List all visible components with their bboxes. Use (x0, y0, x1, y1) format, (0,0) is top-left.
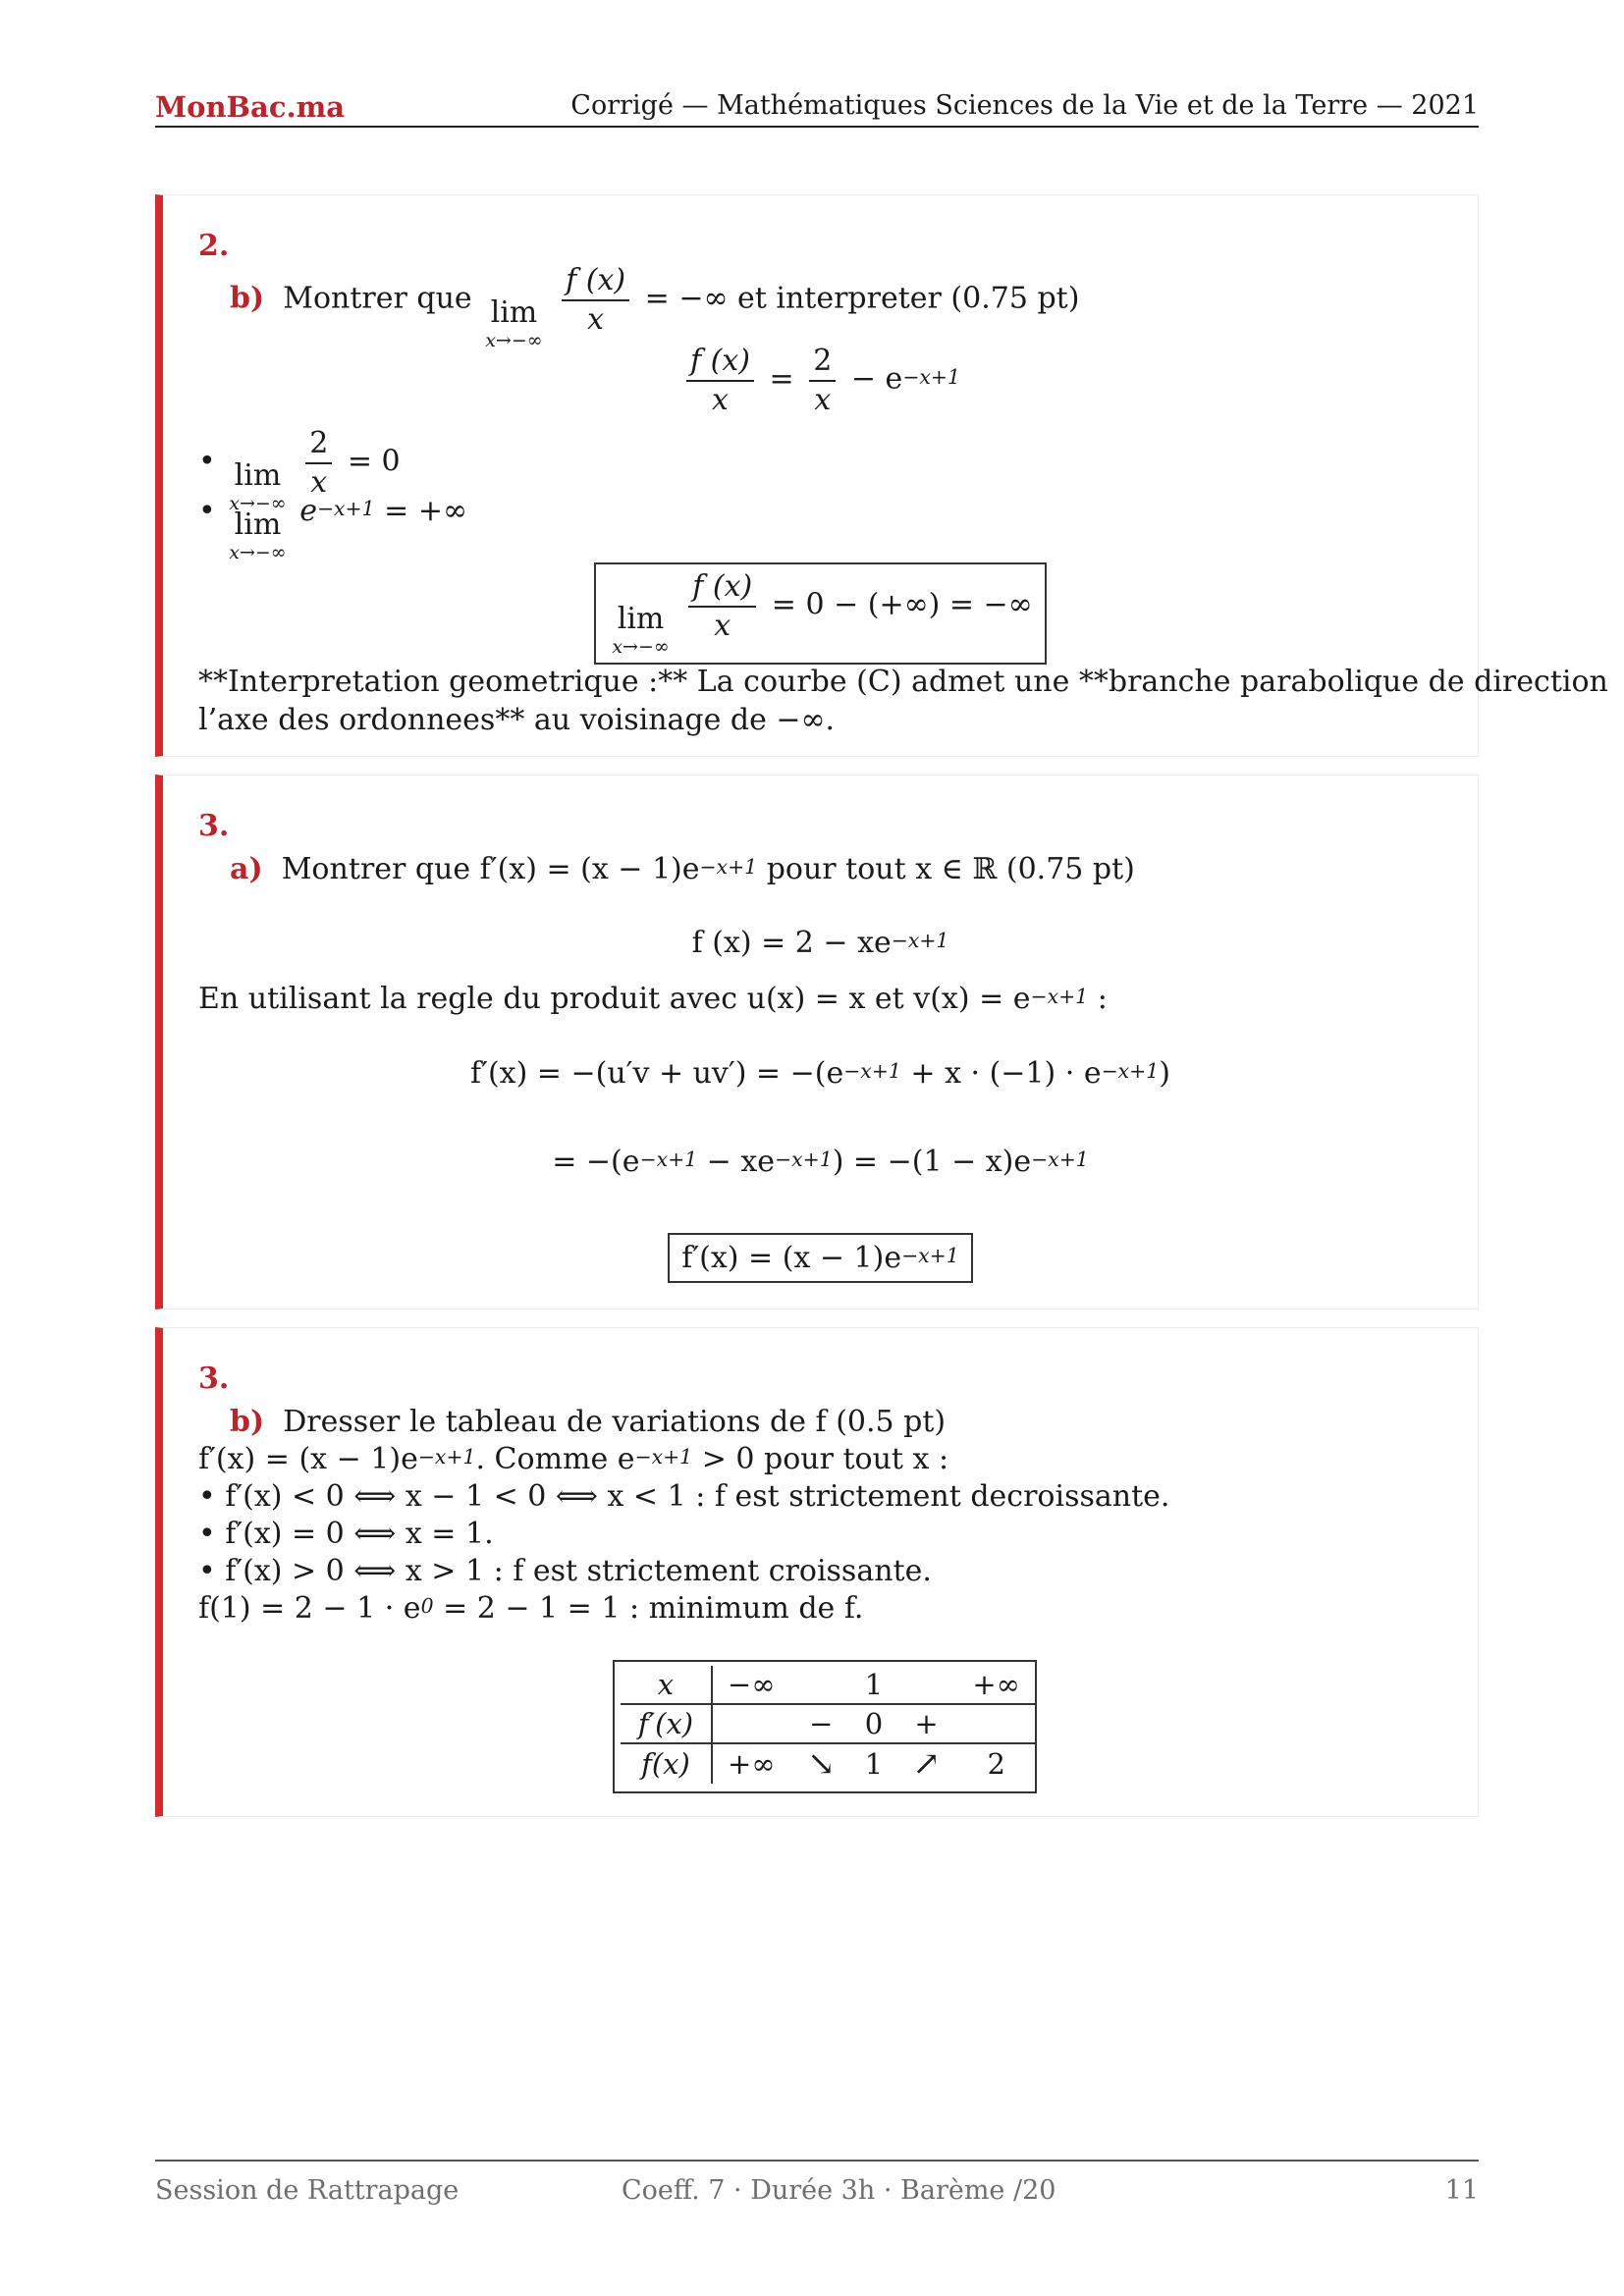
part-letter: b) (230, 1405, 265, 1439)
part-letter: a) (230, 852, 263, 886)
fraction: $\frac{f (x)}{x}$ (562, 264, 629, 336)
question-card-3b (155, 1327, 1479, 1817)
decreasing-arrow: ↘ (807, 1744, 836, 1784)
bullet-zero: • f′(x) = 0 ⟺ x = 1. (198, 1517, 494, 1551)
product-rule-text: En utilisant la regle du produit avec u(x) = x et $v(x) = e^{-x+1}$ : (198, 982, 1108, 1016)
page-footer (155, 2160, 1479, 2206)
minimum-line: $f(1) = 2 - 1 \cdot e^0 = 2 - 1 = 1$ : minimum de f. (198, 1591, 864, 1626)
question-number: 2. (198, 229, 230, 263)
brand-name: MonBac.ma (155, 90, 346, 124)
boxed-result: lim x→−∞ $\frac{f (x)}{x}$ = 0 − (+∞) = −∞ (163, 562, 1478, 665)
footer-session: Session de Rattrapage (155, 2175, 460, 2206)
function-definition: f $(x) = 2 - xe^{-x+1}$ (691, 926, 949, 960)
increasing-arrow: ↗ (912, 1744, 941, 1784)
question-card-2b (155, 194, 1608, 757)
question-statement: a) Montrer que $f'(x) = (x - 1)e^{-x+1}$ pour tout x ∈ ℝ (0.75 pt) (230, 852, 1135, 886)
derivative-sign-line: $f'(x) = (x - 1)e^{-x+1}$. Comme $e^{-x+1} > 0$ pour tout x : (198, 1442, 949, 1476)
derivative-step-1: $f'(x) = -(u'v + uv') = -(e^{-x+1} + x \cdot (-1) \cdot e^{-x+1})$ (470, 1056, 1170, 1091)
interpretation-line-2: l’axe des ordonnees** au voisinage de −∞. (198, 703, 836, 737)
table-header-x: x (621, 1666, 712, 1704)
bullet-limit-1: • lim x→−∞ $\frac{2}{x}$ = 0 (198, 426, 401, 514)
equation-decomposition: $\frac{f (x)}{x}$ = $\frac{2}{x}$ − $e^{-x+1}$ (163, 345, 1478, 416)
variation-table: x −∞ 1 +∞ f′(x) − 0 + f(x) +∞ ↘ 1 ↗ 2 (613, 1660, 1037, 1793)
question-statement: b) Dresser le tableau de variations de f (0.5 pt) (230, 1405, 947, 1439)
boxed-derivative: $f'(x) = (x - 1)e^{-x+1}$ (163, 1233, 1478, 1283)
question-statement: b) Montrer que lim x→−∞ $\frac{f (x)}{x}$ = −∞ et interpreter (0.75 pt) (230, 263, 1080, 351)
interpretation-line-1: **Interpretation geometrique :** La courbe (C) admet une **branche parabolique de direction (198, 665, 1608, 699)
bullet-increasing: • f′(x) > 0 ⟺ x > 1 : f est strictement croissante. (198, 1554, 932, 1588)
derivative-step-2: = $-(e^{-x+1} - xe^{-x+1}) = -(1 - x)e^{-x+1}$ (552, 1145, 1089, 1179)
document-title: Corrigé — Mathématiques Sciences de la Vie et de la Terre — 2021 (570, 90, 1479, 121)
table-row-function: f(x) (621, 1743, 712, 1784)
bullet-limit-2: • lim x→−∞ $e^{-x+1}$ = +∞ (198, 494, 467, 563)
question-number: 3. (198, 1362, 230, 1396)
limit-operator: lim x→−∞ (485, 294, 543, 351)
bullet-decreasing: • f′(x) < 0 ⟺ x − 1 < 0 ⟺ x < 1 : f est strictement decroissante. (198, 1479, 1170, 1514)
page-number: 11 (1444, 2175, 1479, 2206)
question-card-3a (155, 774, 1479, 1309)
page-header (155, 88, 1479, 128)
table-row-derivative: f′(x) (621, 1704, 712, 1743)
footer-info: Coeff. 7 · Durée 3h · Barème /20 (622, 2175, 1056, 2206)
question-number: 3. (198, 809, 230, 843)
part-letter: b) (230, 281, 265, 316)
